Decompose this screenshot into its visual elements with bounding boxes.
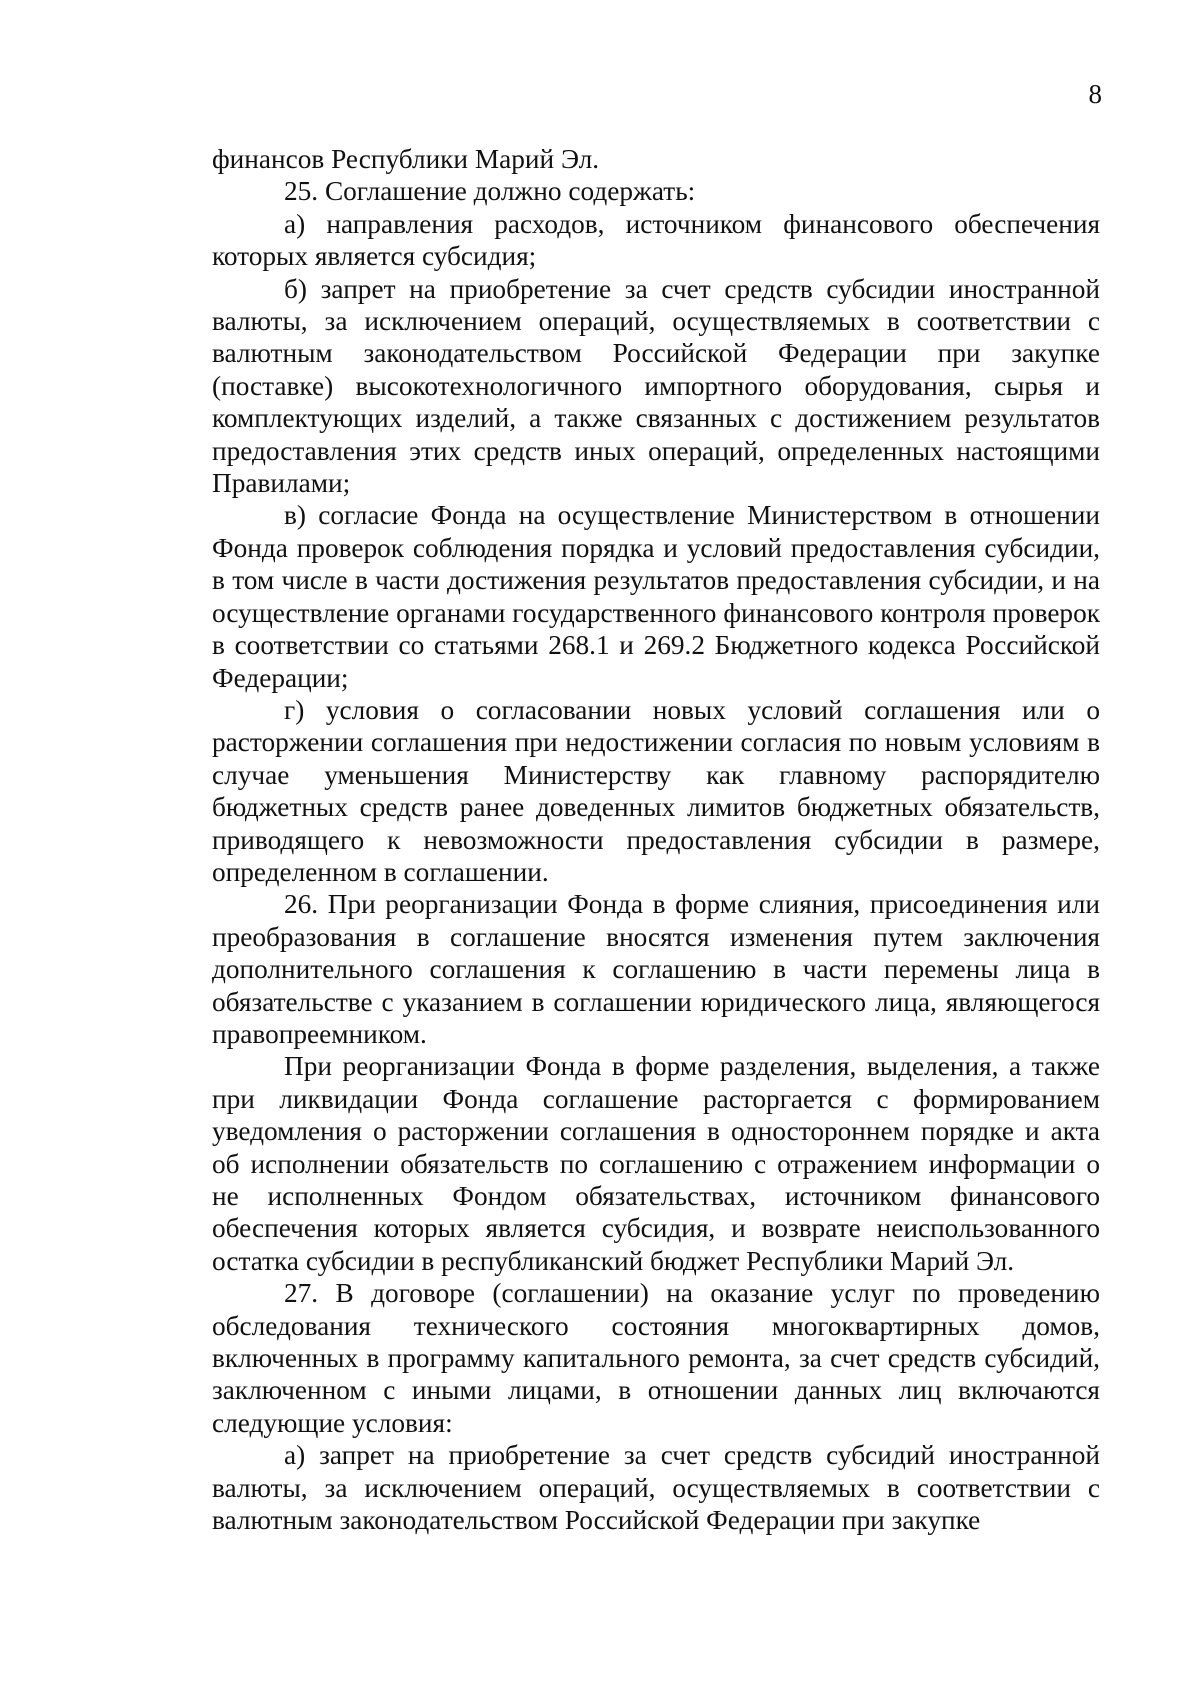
page-number: 8 xyxy=(1088,79,1102,109)
paragraph: г) условия о согласовании новых условий соглашения или о расторжении соглашения при недостижении согласия по новым условиям в случае уменьшения Министерству как главному распорядителю бюджетных средств ранее доведенных лимитов бюджетных обязательств, приводящего к невозможности предоставления субсидии в размере, определенном в соглашении. xyxy=(212,694,1100,887)
paragraph: а) направления расходов, источником финансового обеспечения которых является субсидия; xyxy=(212,208,1100,272)
paragraph: финансов Республики Марий Эл. xyxy=(212,144,600,174)
paragraph: 25. Соглашение должно содержать: xyxy=(284,176,696,207)
paragraph: 26. При реорганизации Фонда в форме слияния, присоединения или преобразования в соглашение вносятся изменения путем заключения дополнительного соглашения к соглашению в части перемены лица в обязательстве с указанием в соглашении юридического лица, являющегося правопреемником. xyxy=(212,889,1100,1049)
document-body xyxy=(212,143,1100,1536)
paragraph: в) согласие Фонда на осуществление Министерством в отношении Фонда проверок соблюдения порядка и условий предоставления субсидии, в том числе в части достижения результатов предоставления субсидии, и на осуществление органами государственного финансового контроля проверок в соответствии со статьями 268.1 и 269.2 Бюджетного кодекса Российской Федерации; xyxy=(212,500,1100,693)
paragraph: При реорганизации Фонда в форме разделения, выделения, а также при ликвидации Фонда соглашение расторгается с формированием уведомления о расторжении соглашения в одностороннем порядке и акта об исполнении обязательств по соглашению с отражением информации о не исполненных Фондом обязательствах, источником финансового обеспечения которых является субсидия, и возврате неиспользованного остатка субсидии в республиканский бюджет Республики Марий Эл. xyxy=(212,1051,1100,1276)
paragraph: 27. В договоре (соглашении) на оказание услуг по проведению обследования технического состояния многоквартирных домов, включенных в программу капитального ремонта, за счет средств субсидий, заключенном с иными лицами, в отношении данных лиц включаются следующие условия: xyxy=(212,1278,1100,1438)
paragraph: б) запрет на приобретение за счет средств субсидии иностранной валюты, за исключением операций, осуществляемых в соответствии с валютным законодательством Российской Федерации при закупке (поставке) высокотехнологичного импортного оборудования, сырья и комплектующих изделий, а также связанных с достижением результатов предоставления этих средств иных операций, определенных настоящими Правилами; xyxy=(212,273,1100,499)
paragraph: а) запрет на приобретение за счет средств субсидий иностранной валюты, за исключением операций, осуществляемых в соответствии с валютным законодательством Российской Федерации при закупке xyxy=(212,1440,1100,1536)
